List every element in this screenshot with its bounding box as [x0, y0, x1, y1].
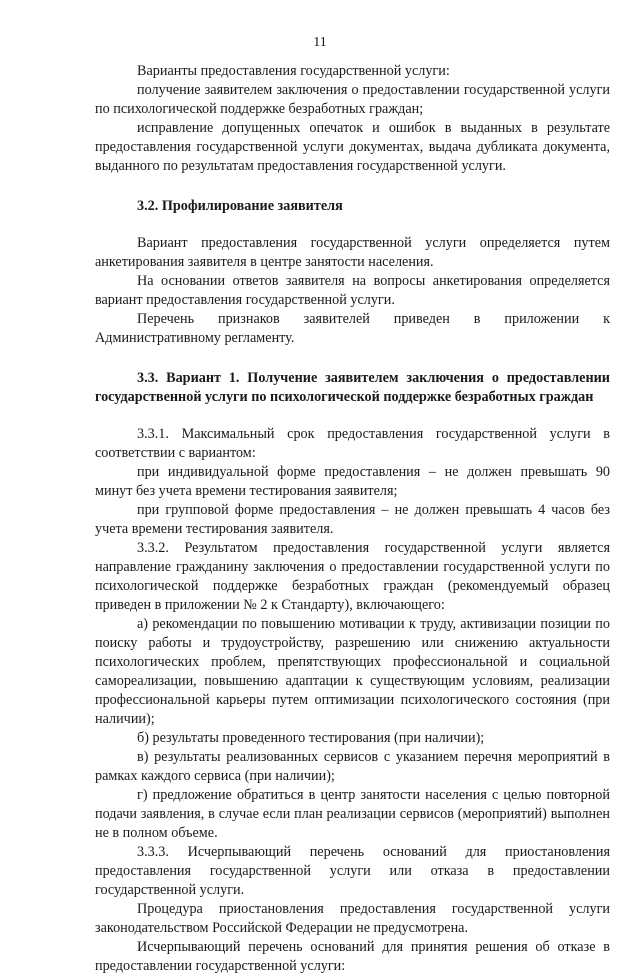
paragraph: при индивидуальной форме предоставления – не должен превышать 90 минут без учета времени тестирования заявителя;: [95, 464, 610, 499]
list-item: б) результаты проведенного тестирования (при наличии);: [137, 730, 485, 746]
section-heading-3-3: 3.3. Вариант 1. Получение заявителем заключения о предоставлении государственной услуги по психологической поддержке безработных граждан: [95, 370, 610, 405]
section-heading-3-2: 3.2. Профилирование заявителя: [137, 198, 343, 214]
paragraph: Процедура приостановления предоставления государственной услуги законодательством Российской Федерации не предусмотрена.: [95, 901, 610, 936]
list-item: в) результаты реализованных сервисов с указанием перечня мероприятий в рамках каждого сервиса (при наличии);: [95, 749, 610, 784]
list-item: а) рекомендации по повышению мотивации к труду, активизации позиции по поиску работы и трудоустройству, разрешению или снижению актуальности психологических проблем, препятствующих профессиональной и социальной самореализации, повышению адаптации к существующим условиям, реализации профессиональной карьеры путем оптимизации психологического состояния (при наличии);: [95, 616, 610, 727]
paragraph: 3.3.3. Исчерпывающий перечень оснований для приостановления предоставления государственной услуги или отказа в предоставлении государственной услуги.: [95, 844, 610, 898]
paragraph: Перечень признаков заявителей приведен в приложении к Административному регламенту.: [95, 311, 610, 346]
paragraph: при групповой форме предоставления – не должен превышать 4 часов без учета времени тестирования заявителя.: [95, 502, 610, 537]
paragraph: На основании ответов заявителя на вопросы анкетирования определяется вариант предоставления государственной услуги.: [95, 273, 610, 308]
list-item: г) предложение обратиться в центр занятости населения с целью повторной подачи заявления, в случае если план реализации сервисов (мероприятий) выполнен не в полном объеме.: [95, 787, 610, 841]
document-body: [95, 62, 610, 976]
paragraph: Варианты предоставления государственной услуги:: [137, 63, 450, 79]
paragraph: 3.3.1. Максимальный срок предоставления государственной услуги в соответствии с вариантом:: [95, 426, 610, 461]
page-number: 11: [313, 35, 327, 50]
paragraph: Исчерпывающий перечень оснований для принятия решения об отказе в предоставлении государственной услуги:: [95, 939, 610, 974]
paragraph: 3.3.2. Результатом предоставления государственной услуги является направление гражданину заключения о предоставлении государственной услуги по психологической поддержке безработных граждан (рекомендуемый образец приведен в приложении № 2 к Стандарту), включающего:: [95, 540, 610, 613]
paragraph: получение заявителем заключения о предоставлении государственной услуги по психологической поддержке безработных граждан;: [95, 82, 610, 117]
paragraph: исправление допущенных опечаток и ошибок в выданных в результате предоставления государственной услуги документах, выдача дубликата документа, выданного по результатам предоставления государственной услуги.: [95, 120, 610, 174]
paragraph: Вариант предоставления государственной услуги определяется путем анкетирования заявителя в центре занятости населения.: [95, 235, 610, 270]
